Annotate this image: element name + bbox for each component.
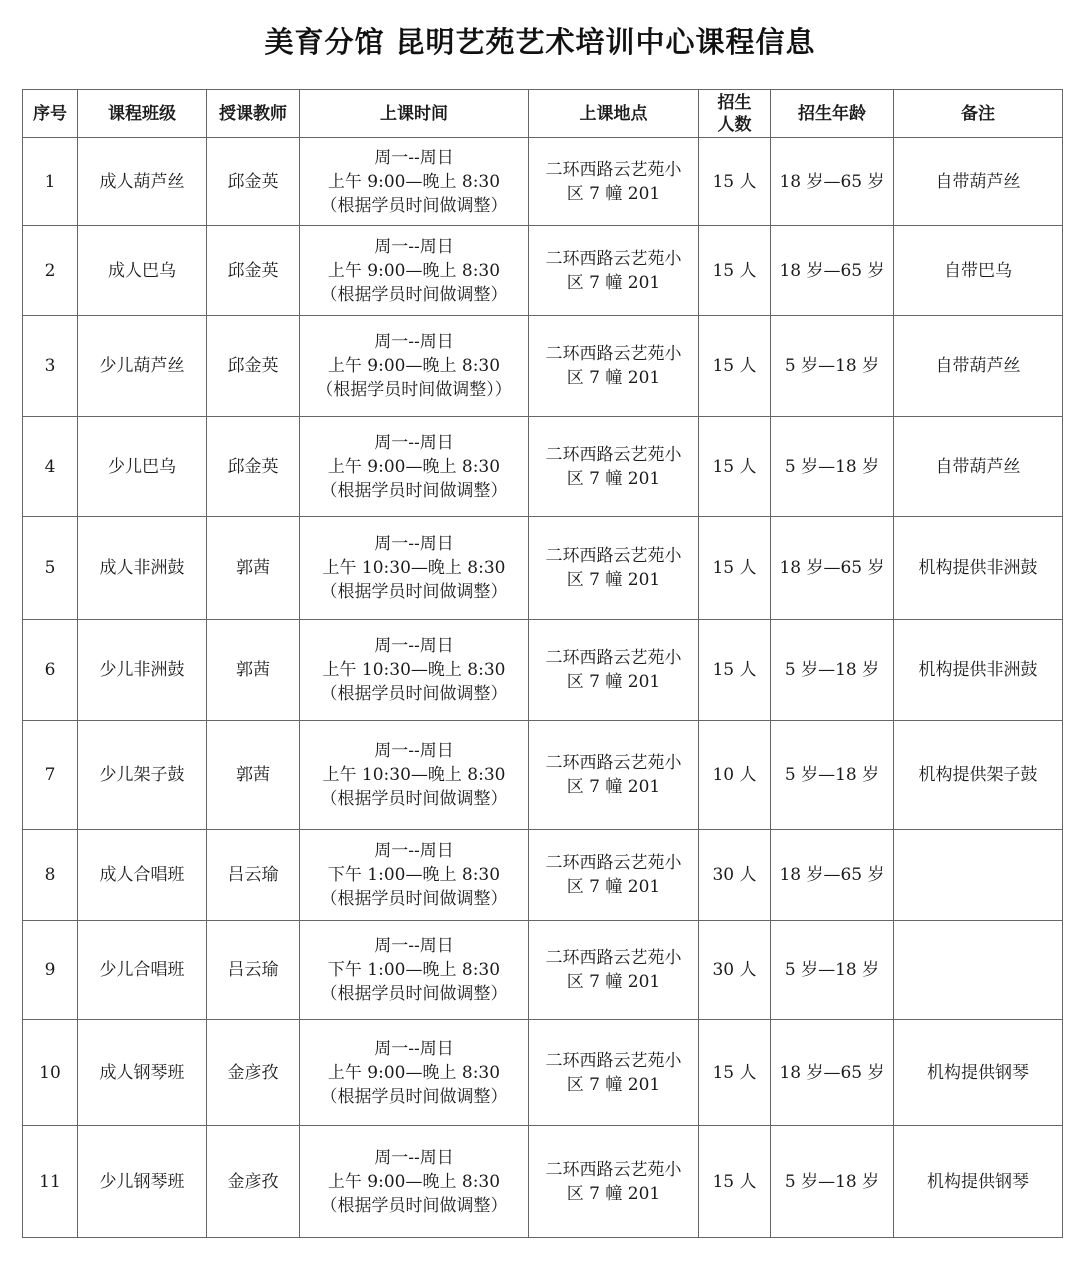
cell-note	[894, 830, 1063, 921]
cell-quota: 10 人	[699, 721, 771, 830]
time-line-2: 下午 1:00—晚上 8:30	[327, 960, 501, 980]
cell-time	[300, 921, 529, 1020]
time-line-1: 周一--周日	[374, 1147, 454, 1168]
cell-age: 5 岁—18 岁	[771, 620, 894, 721]
cell-place	[529, 1020, 699, 1126]
place-line-1: 二环西路云艺苑小	[545, 1159, 682, 1180]
cell-course: 少儿巴乌	[78, 417, 207, 517]
cell-course: 成人钢琴班	[78, 1020, 207, 1126]
place-line-1: 二环西路云艺苑小	[545, 648, 682, 668]
cell-age: 5 岁—18 岁	[771, 316, 894, 417]
place-line-2: 区 7 幢 201	[566, 570, 661, 590]
cell-teacher: 金彦孜	[207, 1020, 300, 1126]
table-row	[23, 517, 1063, 620]
time-line-2: 下午 1:00—晚上 8:30	[327, 865, 501, 885]
cell-place	[529, 830, 699, 921]
cell-age: 18 岁—65 岁	[771, 517, 894, 620]
cell-time	[300, 620, 529, 721]
cell-seq: 9	[23, 921, 78, 1020]
cell-note	[894, 921, 1063, 1020]
cell-teacher: 邱金英	[207, 226, 300, 316]
cell-place	[529, 721, 699, 830]
cell-quota: 30 人	[699, 830, 771, 921]
place-line-1: 二环西路云艺苑小	[545, 444, 682, 465]
cell-teacher: 吕云瑜	[207, 921, 300, 1020]
table-row	[23, 417, 1063, 517]
header-seq: 序号	[23, 90, 78, 138]
cell-place	[529, 1126, 699, 1238]
cell-note: 自带葫芦丝	[894, 316, 1063, 417]
header-quota	[699, 90, 771, 138]
time-line-1: 周一--周日	[374, 841, 454, 861]
time-line-3: （根据学员时间做调整）	[320, 284, 508, 305]
cell-teacher: 邱金英	[207, 417, 300, 517]
course-table	[22, 89, 1063, 1238]
place-line-2: 区 7 幢 201	[566, 1074, 661, 1095]
cell-course: 少儿钢琴班	[78, 1126, 207, 1238]
time-line-3: （根据学员时间做调整））	[316, 380, 512, 400]
cell-quota: 15 人	[699, 417, 771, 517]
table-row	[23, 721, 1063, 830]
cell-place	[529, 517, 699, 620]
cell-time	[300, 138, 529, 226]
cell-seq: 5	[23, 517, 78, 620]
header-time: 上课时间	[300, 90, 529, 138]
time-line-3: （根据学员时间做调整）	[320, 984, 508, 1004]
cell-seq: 8	[23, 830, 78, 921]
place-line-2: 区 7 幢 201	[566, 183, 661, 204]
time-line-2: 上午 9:00—晚上 8:30	[327, 1171, 501, 1192]
place-line-2: 区 7 幢 201	[566, 672, 661, 692]
cell-seq: 6	[23, 620, 78, 721]
cell-age: 5 岁—18 岁	[771, 1126, 894, 1238]
table-row	[23, 830, 1063, 921]
time-line-2: 上午 10:30—晚上 8:30	[322, 660, 506, 680]
cell-time	[300, 226, 529, 316]
header-quota-line2: 人数	[717, 114, 752, 135]
cell-quota: 15 人	[699, 316, 771, 417]
time-line-2: 上午 9:00—晚上 8:30	[327, 356, 501, 376]
place-line-1: 二环西路云艺苑小	[545, 344, 682, 364]
place-line-1: 二环西路云艺苑小	[545, 753, 682, 773]
cell-seq: 2	[23, 226, 78, 316]
cell-age: 5 岁—18 岁	[771, 417, 894, 517]
cell-quota: 15 人	[699, 1020, 771, 1126]
time-line-1: 周一--周日	[374, 332, 454, 352]
cell-course: 成人葫芦丝	[78, 138, 207, 226]
time-line-2: 上午 9:00—晚上 8:30	[327, 1062, 501, 1083]
cell-time	[300, 830, 529, 921]
table-row	[23, 620, 1063, 721]
time-line-2: 上午 9:00—晚上 8:30	[327, 260, 501, 281]
cell-teacher: 邱金英	[207, 316, 300, 417]
cell-course: 成人巴乌	[78, 226, 207, 316]
time-line-2: 上午 10:30—晚上 8:30	[322, 765, 506, 785]
header-age: 招生年龄	[771, 90, 894, 138]
time-line-3: （根据学员时间做调整）	[320, 582, 508, 602]
time-line-1: 周一--周日	[374, 741, 454, 761]
cell-teacher: 吕云瑜	[207, 830, 300, 921]
cell-age: 18 岁—65 岁	[771, 1020, 894, 1126]
time-line-3: （根据学员时间做调整）	[320, 889, 508, 909]
time-line-2: 上午 9:00—晚上 8:30	[327, 456, 501, 477]
place-line-2: 区 7 幢 201	[566, 777, 661, 797]
cell-course: 成人合唱班	[78, 830, 207, 921]
cell-note: 机构提供架子鼓	[894, 721, 1063, 830]
table-row	[23, 138, 1063, 226]
place-line-1: 二环西路云艺苑小	[545, 248, 682, 269]
cell-time	[300, 721, 529, 830]
time-line-1: 周一--周日	[374, 534, 454, 554]
cell-seq: 11	[23, 1126, 78, 1238]
cell-course: 少儿葫芦丝	[78, 316, 207, 417]
cell-course: 成人非洲鼓	[78, 517, 207, 620]
cell-place	[529, 620, 699, 721]
table-row	[23, 1126, 1063, 1238]
cell-note: 自带葫芦丝	[894, 138, 1063, 226]
table-row	[23, 316, 1063, 417]
cell-age: 5 岁—18 岁	[771, 721, 894, 830]
place-line-1: 二环西路云艺苑小	[545, 853, 682, 873]
time-line-3: （根据学员时间做调整）	[320, 480, 508, 501]
cell-place	[529, 921, 699, 1020]
place-line-1: 二环西路云艺苑小	[545, 1050, 682, 1071]
table-header-row	[23, 90, 1063, 138]
time-line-1: 周一--周日	[374, 636, 454, 656]
cell-quota: 15 人	[699, 517, 771, 620]
cell-place	[529, 316, 699, 417]
cell-note: 自带葫芦丝	[894, 417, 1063, 517]
time-line-3: （根据学员时间做调整）	[320, 1086, 508, 1107]
cell-place	[529, 226, 699, 316]
cell-quota: 30 人	[699, 921, 771, 1020]
cell-time	[300, 517, 529, 620]
cell-note: 机构提供钢琴	[894, 1020, 1063, 1126]
place-line-1: 二环西路云艺苑小	[545, 948, 682, 968]
header-quota-line1: 招生	[717, 92, 752, 113]
cell-course: 少儿非洲鼓	[78, 620, 207, 721]
header-note: 备注	[894, 90, 1063, 138]
cell-age: 18 岁—65 岁	[771, 830, 894, 921]
time-line-1: 周一--周日	[374, 147, 454, 168]
cell-teacher: 郭茜	[207, 517, 300, 620]
place-line-2: 区 7 幢 201	[566, 877, 661, 897]
cell-place	[529, 417, 699, 517]
place-line-1: 二环西路云艺苑小	[545, 546, 682, 566]
table-row	[23, 1020, 1063, 1126]
time-line-3: （根据学员时间做调整）	[320, 789, 508, 809]
cell-age: 5 岁—18 岁	[771, 921, 894, 1020]
cell-quota: 15 人	[699, 1126, 771, 1238]
cell-seq: 7	[23, 721, 78, 830]
cell-note: 自带巴乌	[894, 226, 1063, 316]
cell-quota: 15 人	[699, 138, 771, 226]
place-line-2: 区 7 幢 201	[566, 1183, 661, 1204]
cell-note: 机构提供非洲鼓	[894, 620, 1063, 721]
cell-time	[300, 1020, 529, 1126]
table-row	[23, 226, 1063, 316]
header-teacher: 授课教师	[207, 90, 300, 138]
cell-place	[529, 138, 699, 226]
place-line-2: 区 7 幢 201	[566, 468, 661, 489]
time-line-2: 上午 9:00—晚上 8:30	[327, 171, 501, 192]
cell-note: 机构提供钢琴	[894, 1126, 1063, 1238]
table-row	[23, 921, 1063, 1020]
cell-seq: 3	[23, 316, 78, 417]
cell-quota: 15 人	[699, 620, 771, 721]
cell-seq: 4	[23, 417, 78, 517]
cell-seq: 10	[23, 1020, 78, 1126]
cell-time	[300, 417, 529, 517]
header-place: 上课地点	[529, 90, 699, 138]
time-line-1: 周一--周日	[374, 236, 454, 257]
cell-time	[300, 316, 529, 417]
cell-time	[300, 1126, 529, 1238]
time-line-3: （根据学员时间做调整）	[320, 1195, 508, 1216]
place-line-1: 二环西路云艺苑小	[545, 159, 682, 180]
cell-teacher: 郭茜	[207, 721, 300, 830]
time-line-3: （根据学员时间做调整）	[320, 684, 508, 704]
cell-teacher: 金彦孜	[207, 1126, 300, 1238]
cell-seq: 1	[23, 138, 78, 226]
cell-course: 少儿合唱班	[78, 921, 207, 1020]
cell-course: 少儿架子鼓	[78, 721, 207, 830]
time-line-1: 周一--周日	[374, 936, 454, 956]
place-line-2: 区 7 幢 201	[566, 272, 661, 293]
header-course: 课程班级	[78, 90, 207, 138]
place-line-2: 区 7 幢 201	[566, 972, 661, 992]
cell-note: 机构提供非洲鼓	[894, 517, 1063, 620]
cell-age: 18 岁—65 岁	[771, 226, 894, 316]
cell-teacher: 郭茜	[207, 620, 300, 721]
time-line-1: 周一--周日	[374, 1038, 454, 1059]
place-line-2: 区 7 幢 201	[566, 368, 661, 388]
page-title: 美育分馆 昆明艺苑艺术培训中心课程信息	[264, 25, 816, 59]
time-line-1: 周一--周日	[374, 432, 454, 453]
time-line-3: （根据学员时间做调整）	[320, 195, 508, 216]
time-line-2: 上午 10:30—晚上 8:30	[322, 558, 506, 578]
cell-teacher: 邱金英	[207, 138, 300, 226]
cell-age: 18 岁—65 岁	[771, 138, 894, 226]
cell-quota: 15 人	[699, 226, 771, 316]
